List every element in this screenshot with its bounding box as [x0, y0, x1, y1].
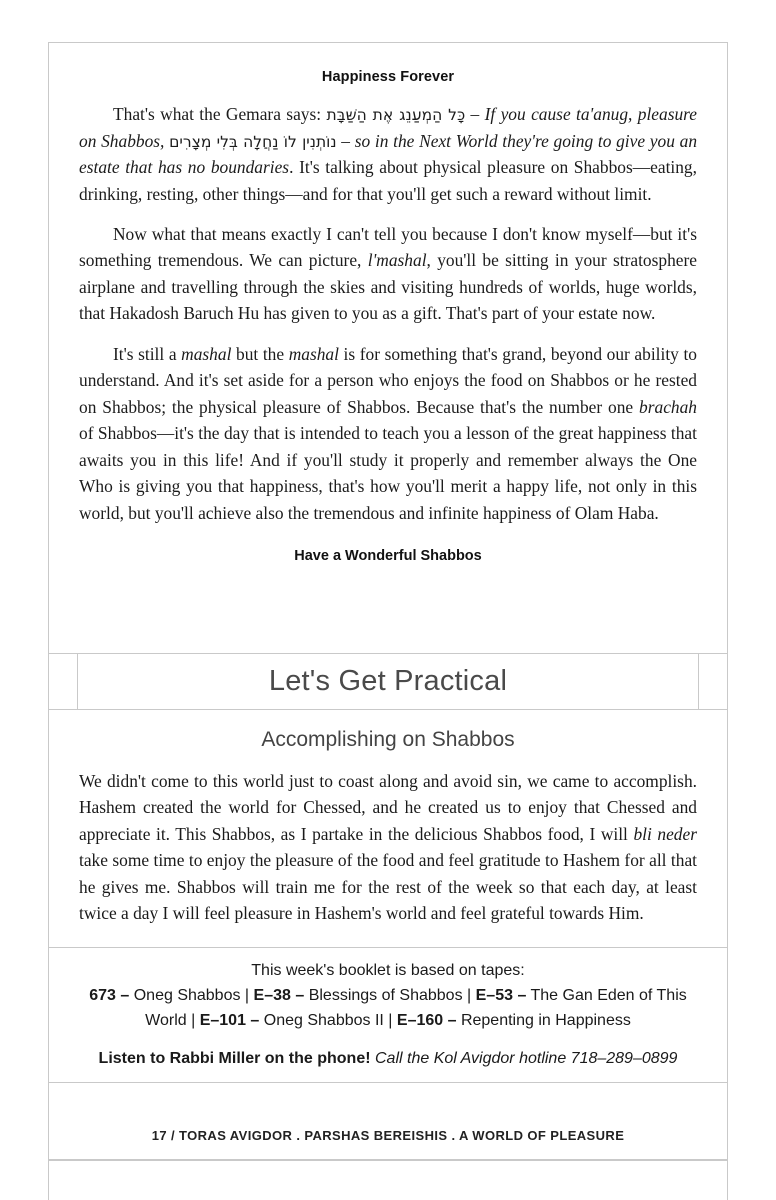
tape-code: E–38 –: [253, 987, 305, 1004]
page-footer: 17 / TORAS AVIGDOR . PARSHAS BEREISHIS . A WORLD OF PLEASURE: [151, 1127, 625, 1143]
tape-separator: |: [462, 987, 476, 1004]
tape-separator: |: [186, 1011, 200, 1029]
article-paragraph-2: Now what that means exactly I can't tell you because I don't know myself—but it's something tremendous. We can picture, l'mashal, you'll be sitting in your stratosphere airplane and travelling through the skies and visiting hundreds of worlds, huge worlds, that Hakadosh Baruch Hu has given to you as a gift. That's part of your estate now.: [79, 224, 697, 324]
banner-right-cell: [698, 654, 727, 709]
article-closing: Have a Wonderful Shabbos: [294, 547, 482, 564]
hotline-bold: Listen to Rabbi Miller on the phone!: [98, 1049, 371, 1067]
article-heading: Happiness Forever: [321, 69, 455, 85]
article-section: [49, 43, 727, 586]
tape-separator: |: [383, 1011, 397, 1029]
lets-get-practical-banner: [49, 653, 727, 710]
tape-code: E–53 –: [475, 987, 527, 1004]
practical-paragraph: We didn't come to this world just to coast along and avoid sin, we came to accomplish. Hashem created the world for Chessed, and he created us to enjoy that Chessed and appreciate it. This Shabbos, as I partake in the delicious Shabbos food, I will bli neder take some time to enjoy the pleasure of the food and feel gratitude to Hashem for all that he gives me. Shabbos will train me for the rest of the week so that each day, at least twice a day I will feel pleasure in Hashem's world and feel grateful towards Him.: [79, 771, 697, 924]
tape-title: Oneg Shabbos II: [259, 1011, 384, 1029]
tape-code: E–101 –: [199, 1011, 260, 1029]
tape-code: 673 –: [89, 987, 130, 1004]
hotline-italic: Call the Kol Avigdor hotline 718–289–0899: [370, 1049, 678, 1067]
practical-section: [49, 710, 727, 948]
tapes-list: [75, 984, 701, 1034]
practical-subheading: Accomplishing on Shabbos: [261, 728, 515, 751]
tape-separator: |: [240, 987, 254, 1004]
tape-title: Repenting in Happiness: [456, 1011, 631, 1029]
article-paragraph-1: That's what the Gemara says: כָּל הַמְעַנֵג אֶת הַשַּׁבָּת – If you cause ta'anug, pleasure on Shabbos, נוֹתְנִין לוֹ נַחֲלָה בְּלִי מְצָרִים – so in the Next World they're going to give you an estate that has no boundaries. It's talking about physical pleasure on Shabbos—eating, drinking, resting, other things—and for that you'll get such a reward without limit.: [79, 104, 698, 204]
tape-title: Oneg Shabbos: [129, 987, 241, 1004]
article-paragraph-3: It's still a mashal but the mashal is for something that's grand, beyond our ability to understand. And it's set aside for a person who enjoys the food on Shabbos or he rested on Shabbos; the physical pleasure of Shabbos. Because that's the number one brachah of Shabbos—it's the day that is intended to teach you a lesson of the great happiness that awaits you in this life! And if you'll study it properly and remember always the One Who is giving you that happiness, that's how you'll merit a happy life, not only in this world, but you'll achieve also the tremendous and infinite happiness of Olam Haba.: [79, 343, 697, 523]
tape-title: The Gan Eden of This World: [145, 987, 687, 1029]
page-bottom-strip: [48, 1160, 728, 1200]
banner-title: Let's Get Practical: [268, 665, 508, 697]
tapes-section: [49, 940, 727, 1083]
banner-left-cell: [49, 654, 78, 709]
hotline-line: [75, 1050, 701, 1068]
banner-center-cell: [78, 654, 698, 709]
tape-code: E–160 –: [396, 1011, 457, 1029]
tapes-lead: This week's booklet is based on tapes:: [251, 962, 525, 979]
tape-title: Blessings of Shabbos: [304, 987, 463, 1004]
